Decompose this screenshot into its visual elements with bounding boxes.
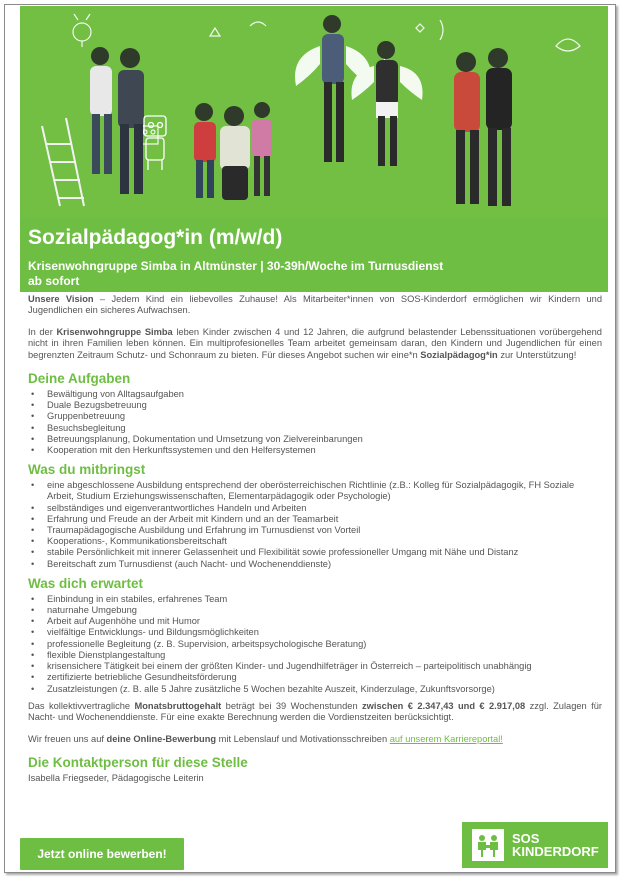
salary-text-a: Das kollektivvertragliche — [28, 700, 135, 711]
list-item: • Duale Bezugsbetreuung — [28, 400, 602, 411]
contact-person: Isabella Friegseder, Pädagogische Leiterin — [28, 772, 204, 783]
list-item: • naturnahe Umgebung — [28, 605, 602, 616]
career-portal-link[interactable]: auf unserem Karriereportal! — [389, 733, 503, 744]
offer-heading: Was dich erwartet — [28, 575, 144, 591]
list-item: • zertifizierte betriebliche Gesundheitsförderung — [28, 672, 602, 683]
list-item: • krisensichere Tätigkeit bei einem der größten Kinder- und Jugendhilfeträger in Österreich – parteipolitisch unabhängig — [28, 661, 602, 672]
list-item: • Bewältigung von Alltagsaufgaben — [28, 389, 602, 400]
group-text-b: leben Kinder zwischen 4 und 12 Jahren, die aufgrund belastender Lebenssituationen vorübergehend nicht in ihren Familien leben können. Ein multiprofesionelles Team arbeitet gemeinsam daran, den Kindern und Jugendlichen für einen begrenzten Zeitraum Schutz- und Schonraum zu bieten. Für dieses Angebot suchen wir eine*n — [28, 326, 602, 360]
list-item: • Betreuungsplanung, Dokumentation und Umsetzung von Zielvereinbarungen — [28, 434, 602, 445]
salary-text-b: beträgt bei 39 Wochenstunden — [221, 700, 363, 711]
application-text-a: Wir freuen uns auf — [28, 733, 107, 744]
list-item: • Gruppenbetreuung — [28, 411, 602, 422]
offer-list — [28, 594, 602, 695]
list-item: • selbständiges und eigenverantwortliches Handeln und Arbeiten — [28, 503, 602, 514]
salary-text-c: zzgl. Zulagen für Nacht- und Wochenenddienste. Für eine exakte Berechnung werden die Vordienstzeiten berücksichtigt. — [28, 700, 602, 723]
sos-kinderdorf-logo — [462, 822, 608, 868]
hero-illustration — [20, 6, 608, 218]
list-item: • stabile Persönlichkeit mit innerer Gelassenheit und Flexibilität sowie professioneller Umgang mit Nähe und Distanz — [28, 547, 602, 558]
hero-people-image — [20, 6, 608, 218]
job-title: Sozialpädagog*in (m/w/d) — [28, 226, 283, 249]
sos-logo-icon — [472, 829, 504, 861]
tasks-heading: Deine Aufgaben — [28, 371, 131, 387]
logo-line-2: KINDERDORF — [512, 844, 599, 859]
tasks-list — [28, 389, 602, 456]
list-item: • eine abgeschlossene Ausbildung entsprechend der oberösterreichischen Richtlinie (z.B.: Kolleg für Sozialpädagogik, FH Soziale Arbeit, Studium Erziehungswissenschaften, Elementarpädagogik oder Psychologie) — [28, 480, 602, 502]
list-item: • Bereitschaft zum Turnusdienst (auch Nacht- und Wochenenddienste) — [28, 559, 602, 570]
role-name: Sozialpädagog*in — [420, 349, 498, 360]
group-text-a: In der — [28, 326, 57, 337]
application-paragraph — [28, 734, 602, 745]
list-item: • Einbindung in ein stabiles, erfahrenes Team — [28, 594, 602, 605]
list-item: • Kooperation mit den Herkunftssystemen und den Helfersystemen — [28, 445, 602, 456]
salary-paragraph — [28, 701, 602, 724]
job-subtitle: Krisenwohngruppe Simba in Altmünster | 30-39h/Woche im Turnusdienst — [28, 259, 444, 273]
list-item: • Traumapädagogische Ausbildung und Erfahrung im Turnusdienst von Vorteil — [28, 525, 602, 536]
logo-line-1: SOS — [512, 831, 540, 846]
group-text-c: zur Unterstützung! — [497, 349, 577, 360]
list-item: • Besuchsbegleitung — [28, 423, 602, 434]
list-item: • Arbeit auf Augenhöhe und mit Humor — [28, 616, 602, 627]
apply-online-button[interactable]: Jetzt online bewerben! — [20, 838, 184, 870]
group-name: Krisenwohngruppe Simba — [56, 326, 173, 337]
requirements-heading: Was du mitbringst — [28, 462, 146, 478]
list-item: • Zusatzleistungen (z. B. alle 5 Jahre zusätzliche 5 Wochen bezahlte Auszeit, Kinderzulage, Zukunftsvorsorge) — [28, 684, 602, 695]
vision-text: – Jedem Kind ein liebevolles Zuhause! Als Mitarbeiter*innen von SOS-Kinderdorf ermöglichen wir Kindern und Jugendlichen ein sicheres Aufwachsen. — [28, 294, 602, 316]
list-item: • Erfahrung und Freude an der Arbeit mit Kindern und an der Teamarbeit — [28, 514, 602, 525]
requirements-list — [28, 480, 602, 570]
vision-label: Unsere Vision — [28, 294, 94, 304]
application-text-b: mit Lebenslauf und Motivationsschreiben — [216, 733, 390, 744]
vision-paragraph — [28, 294, 602, 317]
list-item: • vielfältige Entwicklungs- und Bildungsmöglichkeiten — [28, 627, 602, 638]
list-item: • flexible Dienstplangestaltung — [28, 650, 602, 661]
job-start-date: ab sofort — [28, 274, 80, 288]
salary-range: zwischen € 2.347,43 und € 2.917,08 — [362, 700, 526, 711]
salary-label: Monatsbruttogehalt — [134, 700, 222, 711]
list-item: • Kooperations-, Kommunikationsbereitschaft — [28, 536, 602, 547]
contact-heading: Die Kontaktperson für diese Stelle — [28, 754, 248, 770]
application-strong: deine Online-Bewerbung — [106, 733, 217, 744]
job-description — [28, 294, 602, 784]
title-band — [20, 218, 608, 292]
group-paragraph — [28, 327, 602, 361]
list-item: • professionelle Begleitung (z. B. Supervision, arbeitspsychologische Beratung) — [28, 639, 602, 650]
